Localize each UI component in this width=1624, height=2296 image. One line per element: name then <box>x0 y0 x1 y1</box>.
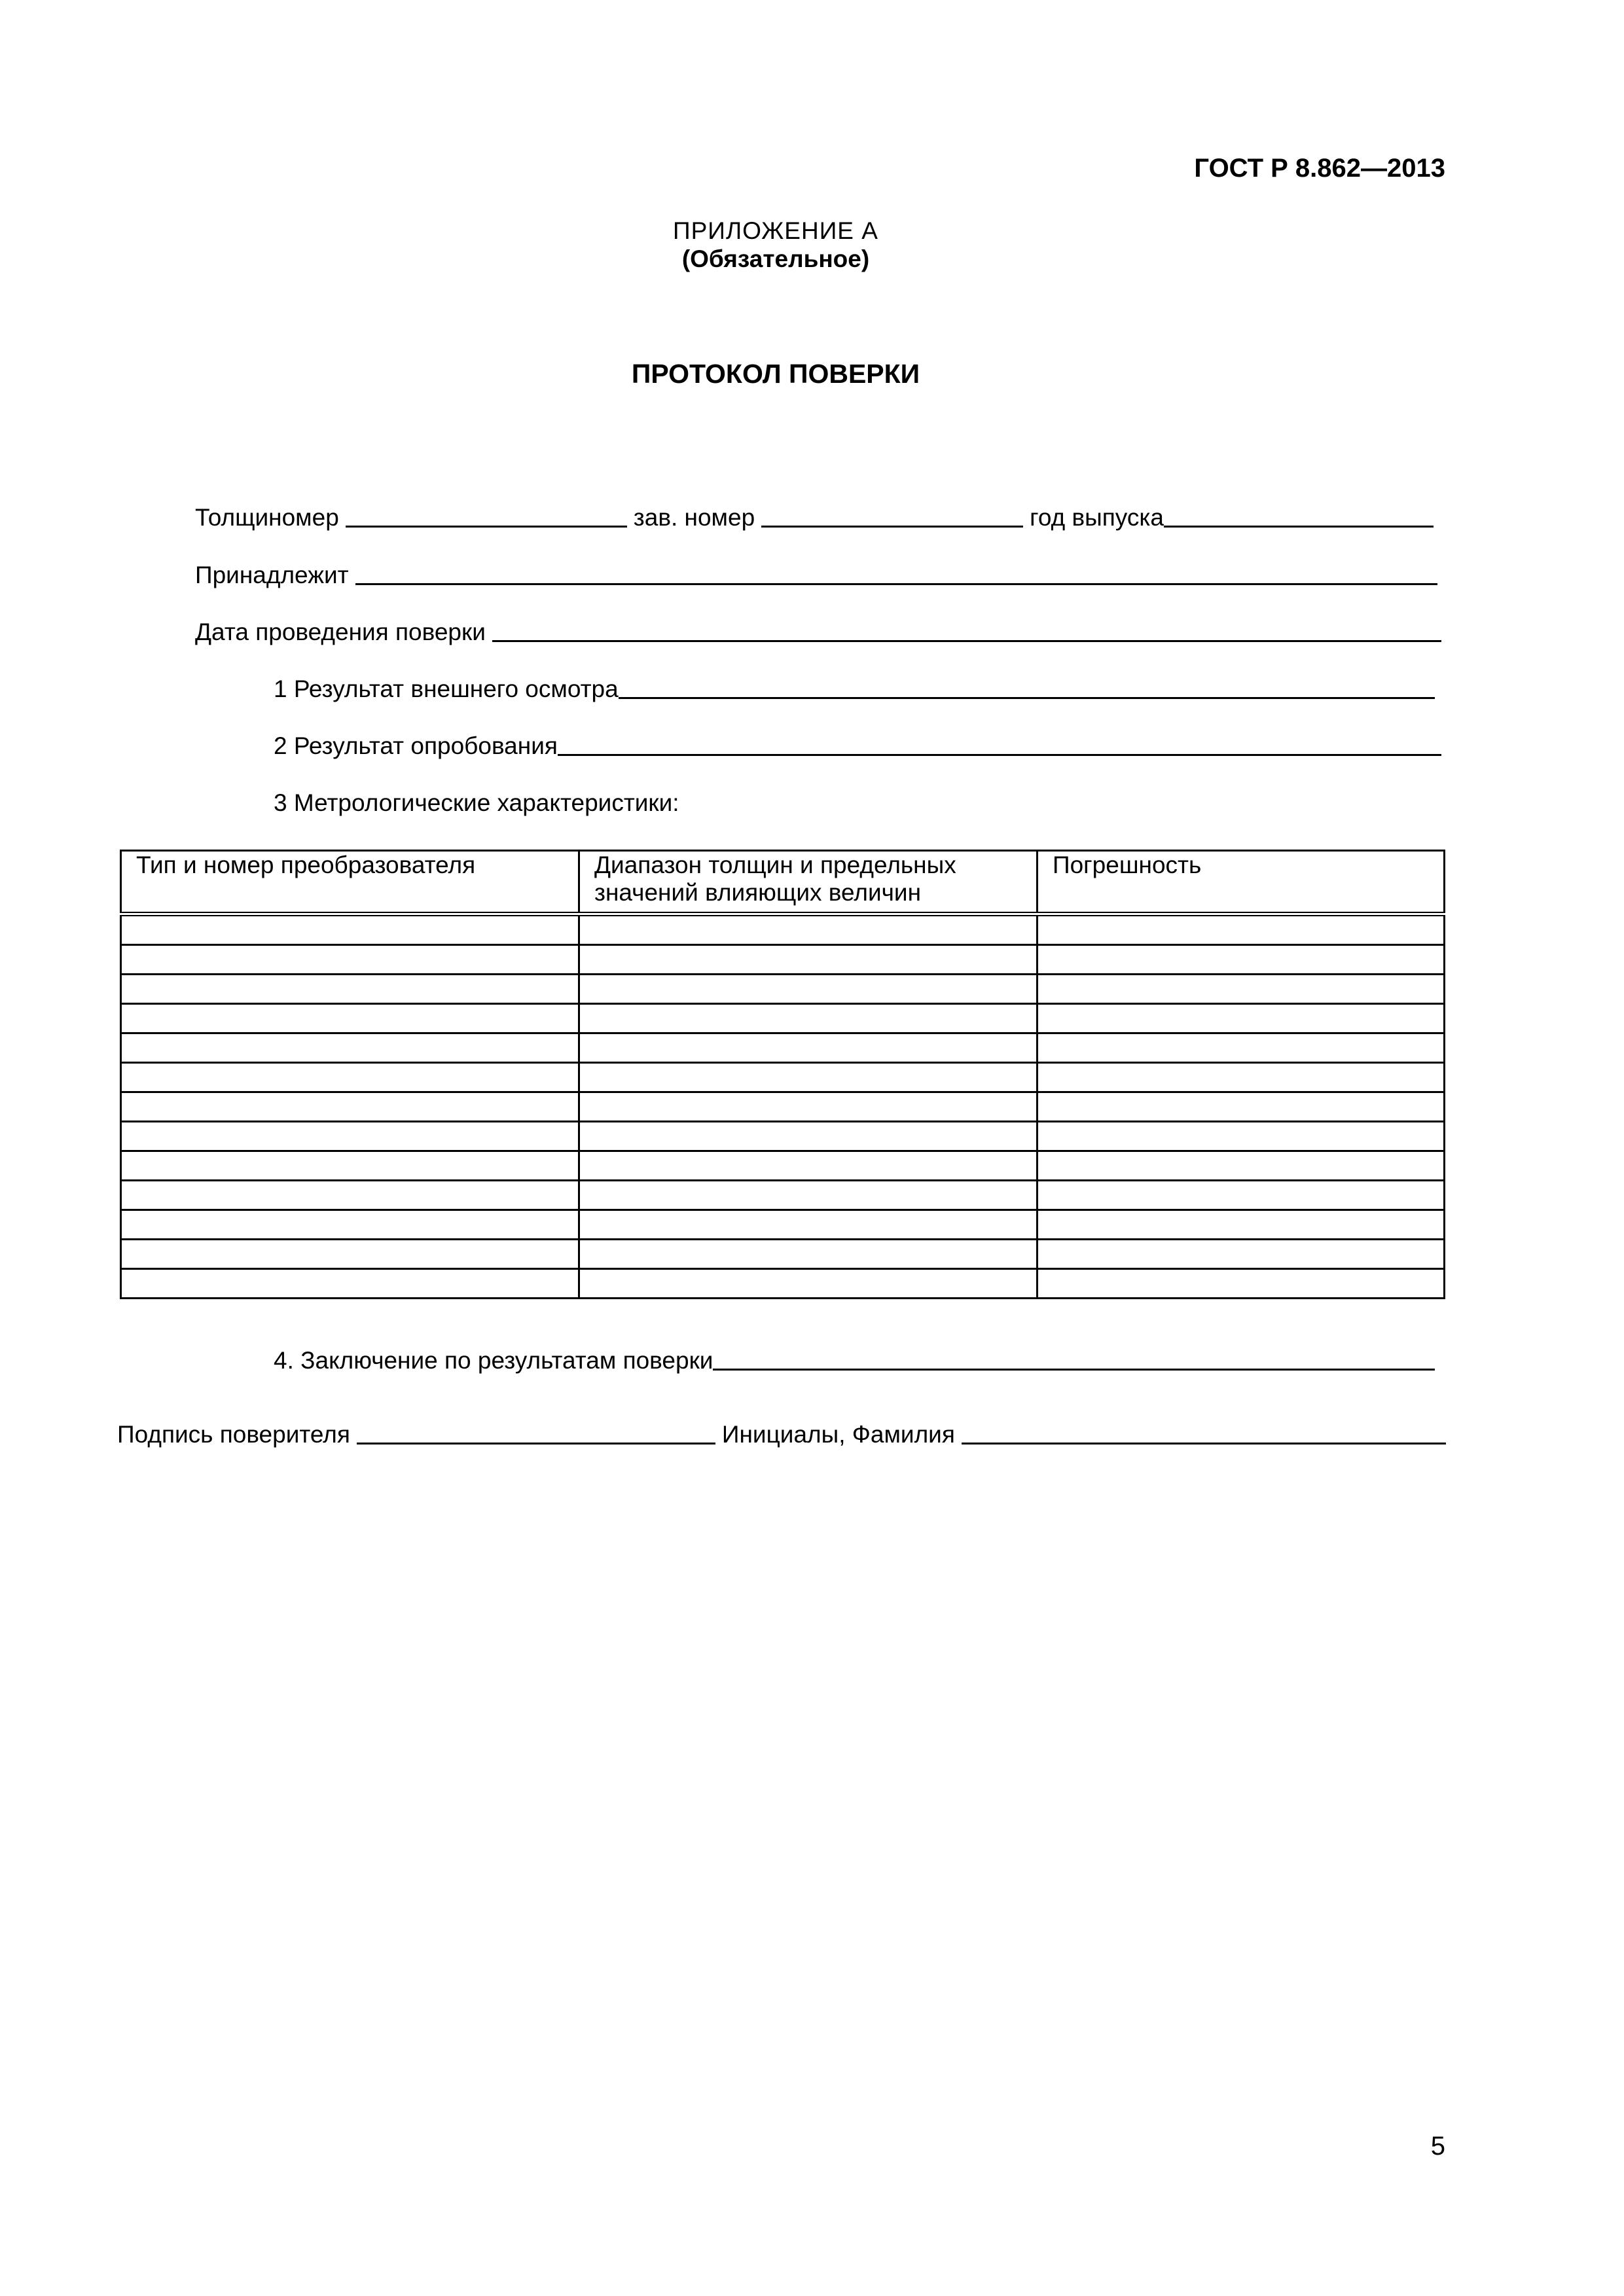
table-cell[interactable] <box>579 1033 1038 1063</box>
verification-date-line <box>195 613 1441 646</box>
year-of-manufacture-label: год выпуска <box>1030 504 1164 531</box>
table-cell[interactable] <box>1038 1063 1445 1092</box>
table-row <box>121 1240 1445 1269</box>
table-cell[interactable] <box>121 1092 579 1122</box>
initials-surname-label: Инициалы, Фамилия <box>721 1421 955 1448</box>
table-cell[interactable] <box>579 1269 1038 1299</box>
table-row <box>121 1004 1445 1033</box>
standard-designation: ГОСТ Р 8.862—2013 <box>1194 154 1445 183</box>
verification-date-field[interactable] <box>492 614 1441 642</box>
table-cell[interactable] <box>1038 1269 1445 1299</box>
table-cell[interactable] <box>121 1151 579 1181</box>
table-row <box>121 1122 1445 1151</box>
serial-number-label: зав. номер <box>633 504 755 531</box>
table-cell[interactable] <box>579 1063 1038 1092</box>
external-inspection-label: 1 Результат внешнего осмотра <box>274 675 619 702</box>
table-cell[interactable] <box>121 1004 579 1033</box>
table-cell[interactable] <box>579 914 1038 945</box>
belongs-to-field[interactable] <box>355 557 1437 585</box>
initials-surname-field[interactable] <box>962 1416 1446 1444</box>
table-cell[interactable] <box>121 1122 579 1151</box>
column-header-error: Погрешность <box>1038 851 1445 914</box>
page-number: 5 <box>1430 2132 1445 2161</box>
table-cell[interactable] <box>1038 1122 1445 1151</box>
verification-table <box>120 850 1445 1299</box>
serial-number-field[interactable] <box>761 499 1023 528</box>
metrological-characteristics-label: 3 Метрологические характеристики: <box>274 789 679 816</box>
table-cell[interactable] <box>579 975 1038 1004</box>
thickness-gauge-label: Толщиномер <box>195 504 339 531</box>
external-inspection-field[interactable] <box>619 671 1435 699</box>
column-header-transducer: Тип и номер преобразователя <box>121 851 579 914</box>
table-cell[interactable] <box>1038 1092 1445 1122</box>
external-inspection-line <box>274 670 1435 703</box>
table-cell[interactable] <box>1038 1210 1445 1240</box>
testing-result-label: 2 Результат опробования <box>274 732 558 759</box>
table-cell[interactable] <box>121 1269 579 1299</box>
table-header-row <box>121 851 1445 914</box>
table-cell[interactable] <box>1038 1181 1445 1210</box>
table-cell[interactable] <box>121 1181 579 1210</box>
conclusion-line <box>274 1342 1435 1374</box>
table-cell[interactable] <box>579 1092 1038 1122</box>
table-body <box>121 914 1445 1299</box>
belongs-to-label: Принадлежит <box>195 562 349 588</box>
table-row <box>121 914 1445 945</box>
table-cell[interactable] <box>121 1063 579 1092</box>
table-cell[interactable] <box>1038 1033 1445 1063</box>
table-cell[interactable] <box>121 945 579 975</box>
table-cell[interactable] <box>1038 975 1445 1004</box>
table-cell[interactable] <box>121 975 579 1004</box>
verifier-signature-label: Подпись поверителя <box>117 1421 350 1448</box>
table-cell[interactable] <box>579 1122 1038 1151</box>
table-cell[interactable] <box>579 1004 1038 1033</box>
table-cell[interactable] <box>121 914 579 945</box>
table-row <box>121 1033 1445 1063</box>
thickness-gauge-field[interactable] <box>346 499 627 528</box>
annex-subtitle: (Обязательное) <box>681 245 870 272</box>
gauge-line <box>195 499 1434 531</box>
verifier-signature-field[interactable] <box>357 1416 715 1444</box>
belongs-line <box>195 556 1437 589</box>
table-cell[interactable] <box>1038 1151 1445 1181</box>
table-cell[interactable] <box>121 1240 579 1269</box>
table-row <box>121 1269 1445 1299</box>
annex-title: ПРИЛОЖЕНИЕ А <box>673 217 878 244</box>
table-cell[interactable] <box>1038 914 1445 945</box>
table-cell[interactable] <box>579 1181 1038 1210</box>
table-cell[interactable] <box>579 1151 1038 1181</box>
verification-date-label: Дата проведения поверки <box>195 619 486 645</box>
table-cell[interactable] <box>579 1210 1038 1240</box>
table-cell[interactable] <box>579 945 1038 975</box>
table-row <box>121 975 1445 1004</box>
testing-result-line <box>274 727 1441 760</box>
table-row <box>121 1092 1445 1122</box>
metrological-line <box>274 784 1255 817</box>
table-cell[interactable] <box>1038 945 1445 975</box>
conclusion-label: 4. Заключение по результатам поверки <box>274 1347 713 1374</box>
signature-line <box>117 1416 1446 1448</box>
table-row <box>121 1181 1445 1210</box>
column-header-range: Диапазон толщин и предельных значений влияющих величин <box>579 851 1038 914</box>
table-cell[interactable] <box>121 1033 579 1063</box>
document-title: ПРОТОКОЛ ПОВЕРКИ <box>631 359 920 389</box>
testing-result-field[interactable] <box>558 728 1441 756</box>
table-row <box>121 945 1445 975</box>
table-row <box>121 1210 1445 1240</box>
conclusion-field[interactable] <box>713 1342 1435 1371</box>
table-cell[interactable] <box>1038 1240 1445 1269</box>
table-row <box>121 1063 1445 1092</box>
table-cell[interactable] <box>121 1210 579 1240</box>
table-cell[interactable] <box>1038 1004 1445 1033</box>
table-row <box>121 1151 1445 1181</box>
year-of-manufacture-field[interactable] <box>1164 499 1434 528</box>
table-cell[interactable] <box>579 1240 1038 1269</box>
